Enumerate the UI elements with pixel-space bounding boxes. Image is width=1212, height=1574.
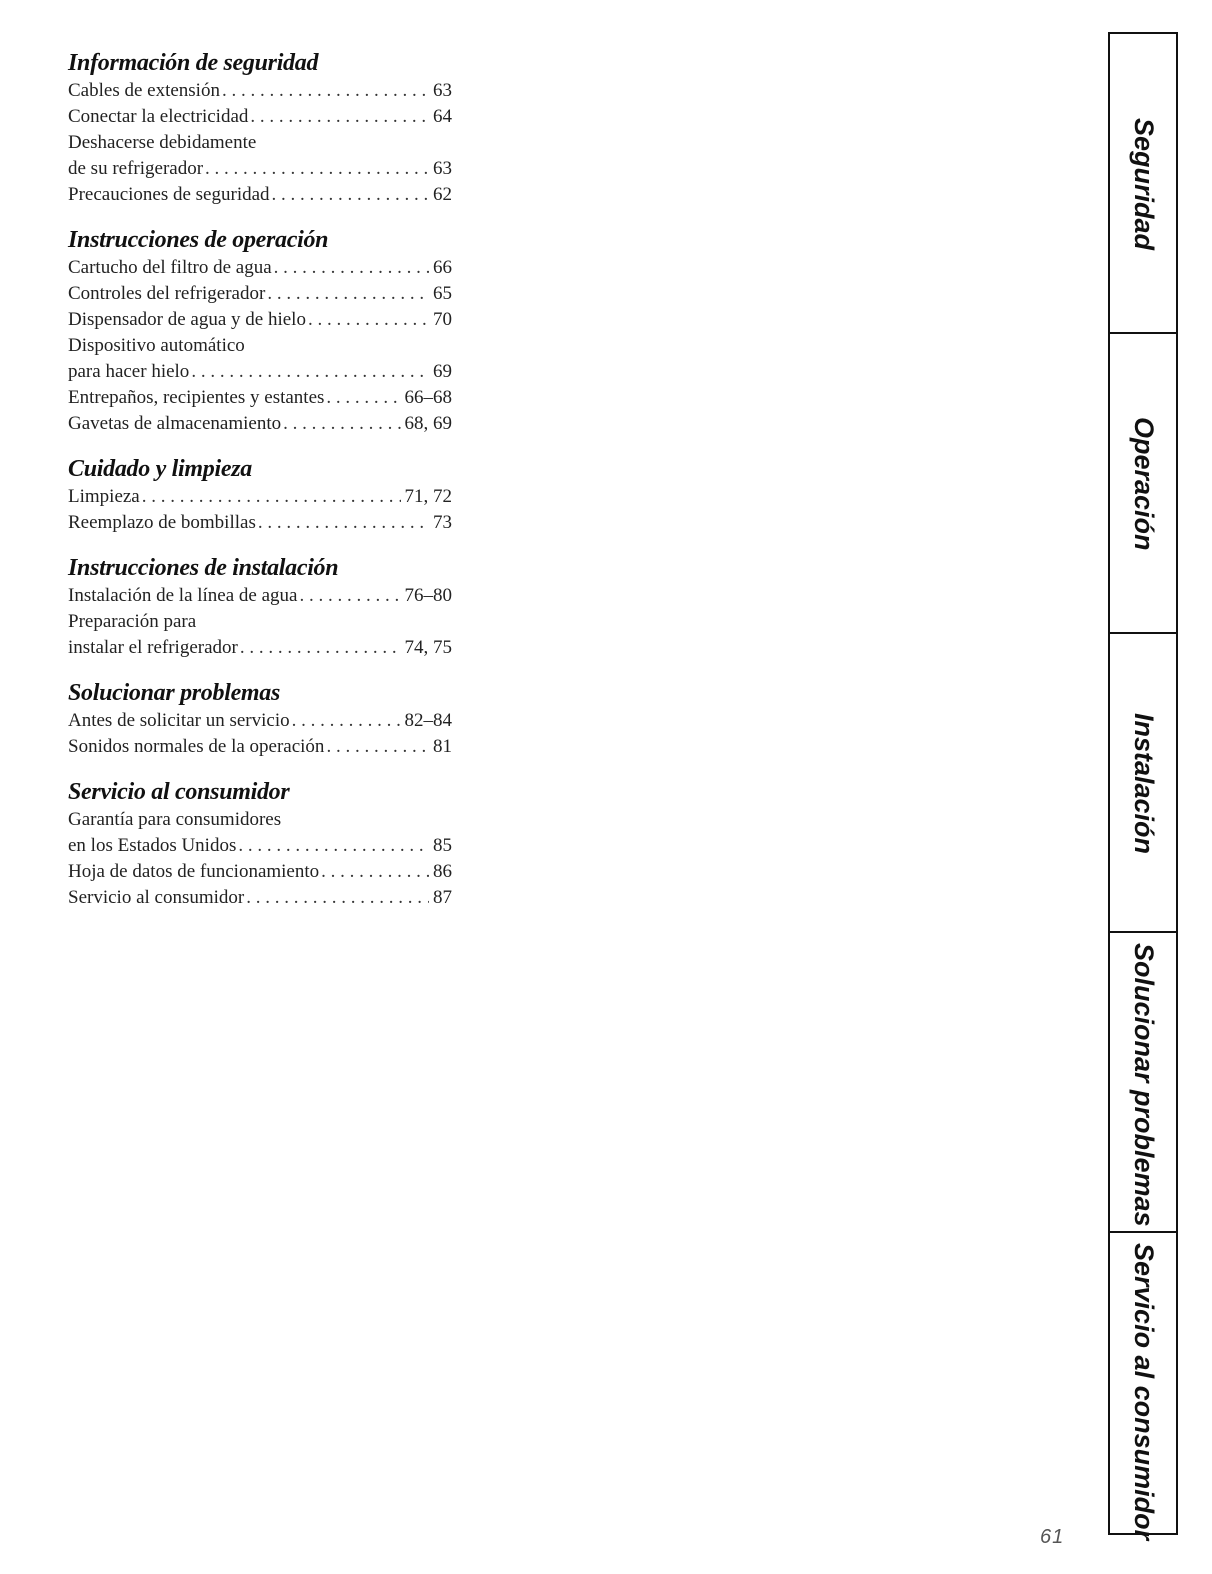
toc-entry-text: Preparación para	[68, 611, 197, 632]
tab-operación[interactable]	[1110, 334, 1176, 634]
section-title: Solucionar problemas	[68, 680, 281, 706]
toc-entry-page: 68, 69	[404, 413, 452, 434]
toc-entry[interactable]	[68, 859, 452, 885]
toc-entry-text: en los Estados Unidos	[68, 835, 237, 856]
toc-entry[interactable]	[68, 385, 452, 411]
toc-entry-text: para hacer hielo	[68, 361, 190, 382]
dot-leader	[246, 885, 429, 911]
toc-entry[interactable]	[68, 156, 452, 182]
toc-entry-text: Cartucho del filtro de agua	[68, 257, 272, 278]
toc-entry-page: 65	[433, 283, 452, 304]
toc-entry-page: 82–84	[404, 710, 452, 731]
toc-section	[68, 48, 452, 208]
toc-entry-text: Gavetas de almacenamiento	[68, 413, 282, 434]
toc-entry-page: 74, 75	[404, 637, 452, 658]
toc-entry-text: Hoja de datos de funcionamiento	[68, 861, 320, 882]
tab-label: Operación	[1128, 416, 1159, 551]
toc-entry[interactable]	[68, 734, 452, 760]
toc-entry[interactable]	[68, 359, 452, 385]
toc-entry[interactable]	[68, 255, 452, 281]
toc-entry-text: Deshacerse debidamente	[68, 132, 257, 153]
toc-entry-text: Antes de solicitar un servicio	[68, 710, 290, 731]
tab-label: Solucionar problemas	[1128, 943, 1159, 1227]
toc-entry[interactable]	[68, 635, 452, 661]
toc-entry-text: Instalación de la línea de agua	[68, 585, 298, 606]
toc-entry[interactable]	[68, 708, 452, 734]
toc-entry-text: Reemplazo de bombillas	[68, 512, 256, 533]
dot-leader	[299, 583, 400, 609]
dot-leader	[272, 182, 429, 208]
toc-entry-text: Dispensador de agua y de hielo	[68, 309, 306, 330]
tab-servicio-al-consumidor[interactable]	[1110, 1233, 1176, 1541]
tab-label: Instalación	[1128, 713, 1159, 855]
toc-entry[interactable]	[68, 333, 452, 359]
toc-section	[68, 678, 452, 760]
toc-entry[interactable]	[68, 484, 452, 510]
toc-entry[interactable]	[68, 130, 452, 156]
toc-entry-text: Entrepaños, recipientes y estantes	[68, 387, 325, 408]
toc-entry-text: Servicio al consumidor	[68, 887, 245, 908]
dot-leader	[267, 281, 429, 307]
toc-entry[interactable]	[68, 833, 452, 859]
dot-leader	[205, 156, 429, 182]
toc-entry[interactable]	[68, 411, 452, 437]
toc-entry-page: 71, 72	[404, 486, 452, 507]
dot-leader	[222, 78, 429, 104]
toc-entry[interactable]	[68, 583, 452, 609]
section-tabs	[1108, 32, 1178, 1541]
toc-entry[interactable]	[68, 104, 452, 130]
toc-entry-text: Controles del refrigerador	[68, 283, 266, 304]
toc-entry-page: 69	[433, 361, 452, 382]
toc-entry-page: 62	[433, 184, 452, 205]
toc-entry-page: 86	[433, 861, 452, 882]
toc-section	[68, 553, 452, 661]
dot-leader	[238, 833, 429, 859]
toc-section	[68, 225, 452, 437]
toc-entry-page: 87	[433, 887, 452, 908]
tab-instalación[interactable]	[1110, 634, 1176, 934]
toc-entry-page: 70	[433, 309, 452, 330]
toc-entry-text: Sonidos normales de la operación	[68, 736, 325, 757]
dot-leader	[308, 307, 429, 333]
toc-entry-text: instalar el refrigerador	[68, 637, 238, 658]
table-of-contents	[68, 48, 452, 928]
dot-leader	[292, 708, 401, 734]
toc-entry[interactable]	[68, 307, 452, 333]
toc-entry-page: 66–68	[404, 387, 452, 408]
dot-leader	[326, 385, 400, 411]
toc-entry-page: 81	[433, 736, 452, 757]
section-title: Instrucciones de instalación	[68, 555, 339, 581]
toc-entry-text: Precauciones de seguridad	[68, 184, 270, 205]
tab-solucionar-problemas[interactable]	[1110, 933, 1176, 1233]
dot-leader	[240, 635, 401, 661]
dot-leader	[258, 510, 429, 536]
toc-entry[interactable]	[68, 182, 452, 208]
toc-entry-page: 64	[433, 106, 452, 127]
toc-entry[interactable]	[68, 609, 452, 635]
toc-entry-page: 85	[433, 835, 452, 856]
toc-entry-page: 73	[433, 512, 452, 533]
page-number: 61	[1040, 1526, 1065, 1548]
toc-section	[68, 777, 452, 911]
dot-leader	[250, 104, 429, 130]
tab-label: Servicio al consumidor	[1128, 1243, 1159, 1541]
dot-leader	[321, 859, 429, 885]
toc-entry-page: 63	[433, 80, 452, 101]
section-title: Instrucciones de operación	[68, 227, 329, 253]
toc-entry[interactable]	[68, 885, 452, 911]
dot-leader	[283, 411, 400, 437]
section-title: Información de seguridad	[68, 50, 319, 76]
tab-seguridad[interactable]	[1110, 34, 1176, 334]
toc-entry-text: Garantía para consumidores	[68, 809, 282, 830]
toc-section	[68, 454, 452, 536]
toc-entry[interactable]	[68, 510, 452, 536]
toc-entry-text: de su refrigerador	[68, 158, 204, 179]
dot-leader	[326, 734, 429, 760]
toc-entry-text: Cables de extensión	[68, 80, 220, 101]
toc-entry[interactable]	[68, 807, 452, 833]
toc-entry-text: Conectar la electricidad	[68, 106, 249, 127]
toc-entry-page: 63	[433, 158, 452, 179]
section-title: Cuidado y limpieza	[68, 456, 252, 482]
dot-leader	[142, 484, 401, 510]
toc-entry-page: 76–80	[404, 585, 452, 606]
toc-entry-text: Limpieza	[68, 486, 140, 507]
toc-entry-page: 66	[433, 257, 452, 278]
dot-leader	[274, 255, 429, 281]
dot-leader	[191, 359, 429, 385]
toc-entry-text: Dispositivo automático	[68, 335, 245, 356]
toc-entry[interactable]	[68, 78, 452, 104]
tab-label: Seguridad	[1128, 118, 1159, 251]
section-title: Servicio al consumidor	[68, 779, 290, 805]
toc-entry[interactable]	[68, 281, 452, 307]
